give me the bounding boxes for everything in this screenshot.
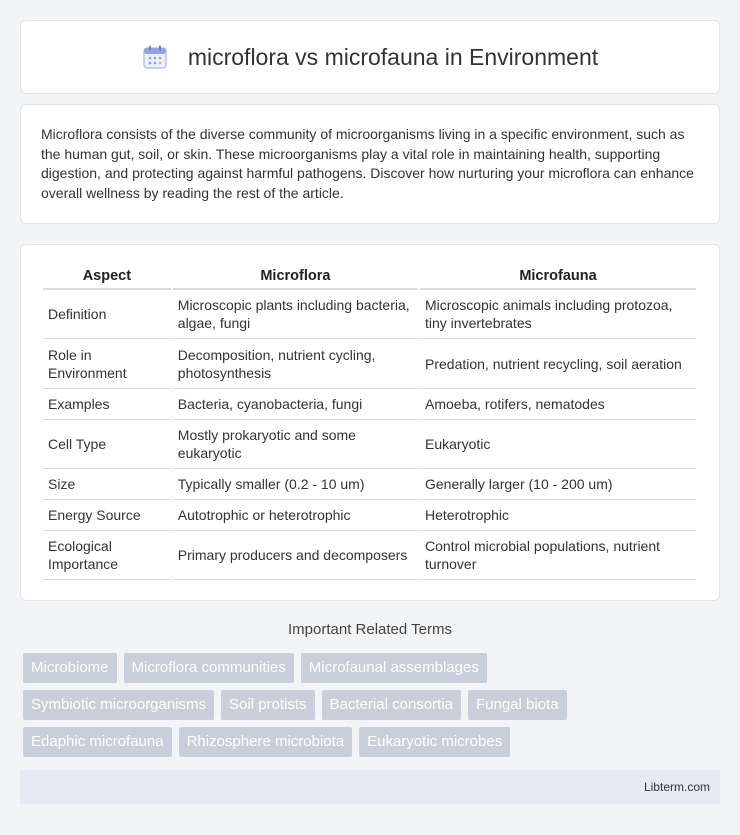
tag-microfaunal-assemblages[interactable]: Microfaunal assemblages xyxy=(301,653,487,683)
column-header-microflora: Microflora xyxy=(173,263,418,290)
table-cell-microfauna: Heterotrophic xyxy=(420,500,696,531)
table-cell-aspect: Size xyxy=(43,469,171,500)
tag-symbiotic-microorganisms[interactable]: Symbiotic microorganisms xyxy=(23,690,214,720)
header-inner xyxy=(142,44,598,71)
header-card xyxy=(20,20,720,94)
table-row xyxy=(43,469,696,500)
table-cell-aspect: Energy Source xyxy=(43,500,171,531)
footer-site-link[interactable]: Libterm.com xyxy=(643,780,710,794)
table-cell-microfauna: Generally larger (10 - 200 um) xyxy=(420,469,696,500)
tag-rhizosphere-microbiota[interactable]: Rhizosphere microbiota xyxy=(179,727,353,757)
table-row xyxy=(43,290,696,339)
tag-edaphic-microfauna[interactable]: Edaphic microfauna xyxy=(23,727,172,757)
tag-row xyxy=(23,653,723,683)
table-row xyxy=(43,531,696,580)
tag-eukaryotic-microbes[interactable]: Eukaryotic microbes xyxy=(359,727,510,757)
column-header-microfauna: Microfauna xyxy=(420,263,696,290)
table-cell-aspect: Cell Type xyxy=(43,420,171,469)
tag-fungal-biota[interactable]: Fungal biota xyxy=(468,690,567,720)
table-cell-microfauna: Amoeba, rotifers, nematodes xyxy=(420,389,696,420)
page-title: microflora vs microfauna in Environment xyxy=(187,43,599,70)
table-cell-aspect: Examples xyxy=(43,389,171,420)
table-header-row xyxy=(43,263,696,290)
table-cell-microfauna: Eukaryotic xyxy=(420,420,696,469)
related-terms-tags xyxy=(23,653,723,764)
footer xyxy=(20,770,720,804)
tag-row xyxy=(23,727,723,757)
table-cell-microflora: Primary producers and decomposers xyxy=(173,531,418,580)
table-cell-microflora: Autotrophic or heterotrophic xyxy=(173,500,418,531)
tag-soil-protists[interactable]: Soil protists xyxy=(221,690,315,720)
related-terms-title: Important Related Terms xyxy=(288,621,452,638)
table-cell-aspect: Role in Environment xyxy=(43,339,171,389)
intro-text: Microflora consists of the diverse community of microorganisms living in a specific environment, such as the human gut, soil, or skin. These microorganisms play a vital role in maintaining health, supporting digestion, and protecting against harmful pathogens. Discover how nurturing your microflora can enhance overall wellness by reading the rest of the article. xyxy=(41,126,694,201)
table-row xyxy=(43,389,696,420)
table-cell-microfauna: Microscopic animals including protozoa, tiny invertebrates xyxy=(420,290,696,339)
table-cell-microflora: Microscopic plants including bacteria, algae, fungi xyxy=(173,290,418,339)
intro-card xyxy=(20,104,720,224)
table-cell-aspect: Ecological Importance xyxy=(43,531,171,580)
table-cell-microfauna: Predation, nutrient recycling, soil aeration xyxy=(420,339,696,389)
calendar-icon xyxy=(142,44,168,70)
table-row xyxy=(43,339,696,389)
table-row xyxy=(43,420,696,469)
tag-row xyxy=(23,690,723,720)
table-cell-microfauna: Control microbial populations, nutrient turnover xyxy=(420,531,696,580)
table-cell-microflora: Bacteria, cyanobacteria, fungi xyxy=(173,389,418,420)
tag-microbiome[interactable]: Microbiome xyxy=(23,653,117,683)
comparison-table-card xyxy=(20,244,720,601)
table-cell-microflora: Decomposition, nutrient cycling, photosynthesis xyxy=(173,339,418,389)
table-cell-microflora: Typically smaller (0.2 - 10 um) xyxy=(173,469,418,500)
table-cell-microflora: Mostly prokaryotic and some eukaryotic xyxy=(173,420,418,469)
table-cell-aspect: Definition xyxy=(43,290,171,339)
table-row xyxy=(43,500,696,531)
tag-microflora-communities[interactable]: Microflora communities xyxy=(124,653,294,683)
tag-bacterial-consortia[interactable]: Bacterial consortia xyxy=(322,690,461,720)
comparison-table xyxy=(41,263,698,580)
column-header-aspect: Aspect xyxy=(43,263,171,290)
